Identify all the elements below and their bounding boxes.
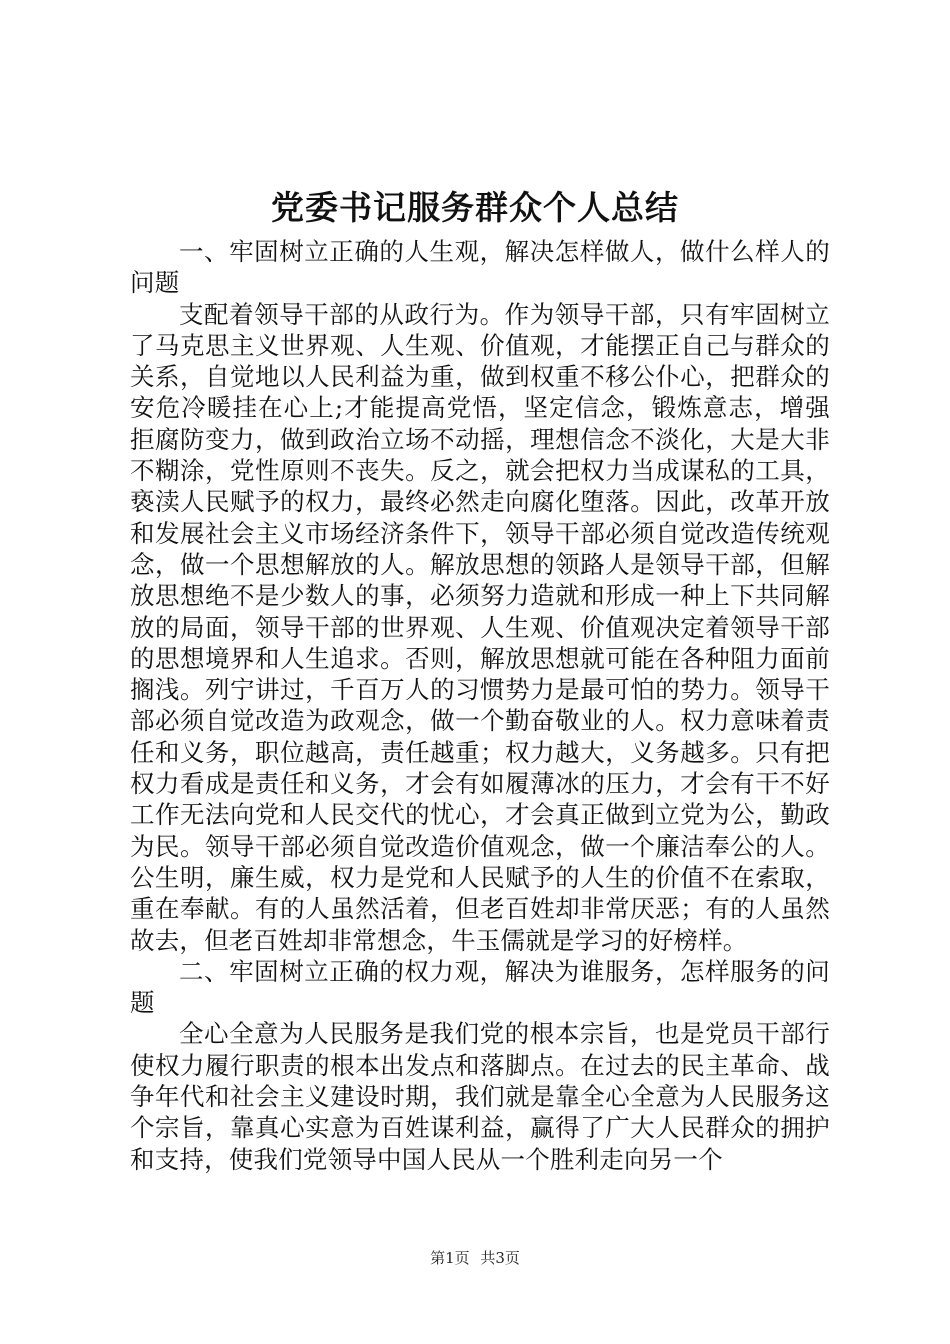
page-total: 共3页 <box>480 1249 520 1267</box>
paragraph-heading-1: 一、牢固树立正确的人生观，解决怎样做人，做什么样人的问题 <box>130 237 830 298</box>
paragraph-2: 全心全意为人民服务是我们党的根本宗旨，也是党员干部行使权力履行职责的根本出发点和落脚点。在过去的民主革命、战争年代和社会主义建设时期，我们就是靠全心全意为人民服务这个宗旨，靠真心实意为百姓谋利益，赢得了广大人民群众的拥护和支持，使我们党领导中国人民从一个胜利走向另一个 <box>130 1019 830 1174</box>
document-body <box>130 236 830 1175</box>
paragraph-1: 支配着领导干部的从政行为。作为领导干部，只有牢固树立了马克思主义世界观、人生观、价值观，才能摆正自己与群众的关系，自觉地以人民利益为重，做到权重不移公仆心，把群众的安危冷暖挂在心上;才能提高党悟，坚定信念，锻炼意志，增强拒腐防变力，做到政治立场不动摇，理想信念不淡化，大是大非不糊涂，党性原则不丧失。反之，就会把权力当成谋私的工具，亵渎人民赋予的权力，最终必然走向腐化堕落。因此，改革开放和发展社会主义市场经济条件下，领导干部必须自觉改造传统观念，做一个思想解放的人。解放思想的领路人是领导干部，但解放思想绝不是少数人的事，必须努力造就和形成一种上下共同解放的局面，领导干部的世界观、人生观、价值观决定着领导干部的思想境界和人生追求。否则，解放思想就可能在各种阻力面前搁浅。列宁讲过，千百万人的习惯势力是最可怕的势力。领导干部必须自觉改造为政观念，做一个勤奋敬业的人。权力意味着责任和义务，职位越高，责任越重；权力越大，义务越多。只有把权力看成是责任和义务，才会有如履薄冰的压力，才会有干不好工作无法向党和人民交代的忧心，才会真正做到立党为公，勤政为民。领导干部必须自觉改造价值观念，做一个廉洁奉公的人。公生明，廉生威，权力是党和人民赋予的人生的价值不在索取，重在奉献。有的人虽然活着，但老百姓却非常厌恶；有的人虽然故去，但老百姓却非常想念，牛玉儒就是学习的好榜样。 <box>130 299 830 955</box>
document-title: 党委书记服务群众个人总结 <box>271 188 679 227</box>
page-footer <box>0 1248 950 1268</box>
page-number: 第1页 <box>430 1249 470 1267</box>
paragraph-heading-2: 二、牢固树立正确的权力观，解决为谁服务，怎样服务的问题 <box>130 956 830 1018</box>
